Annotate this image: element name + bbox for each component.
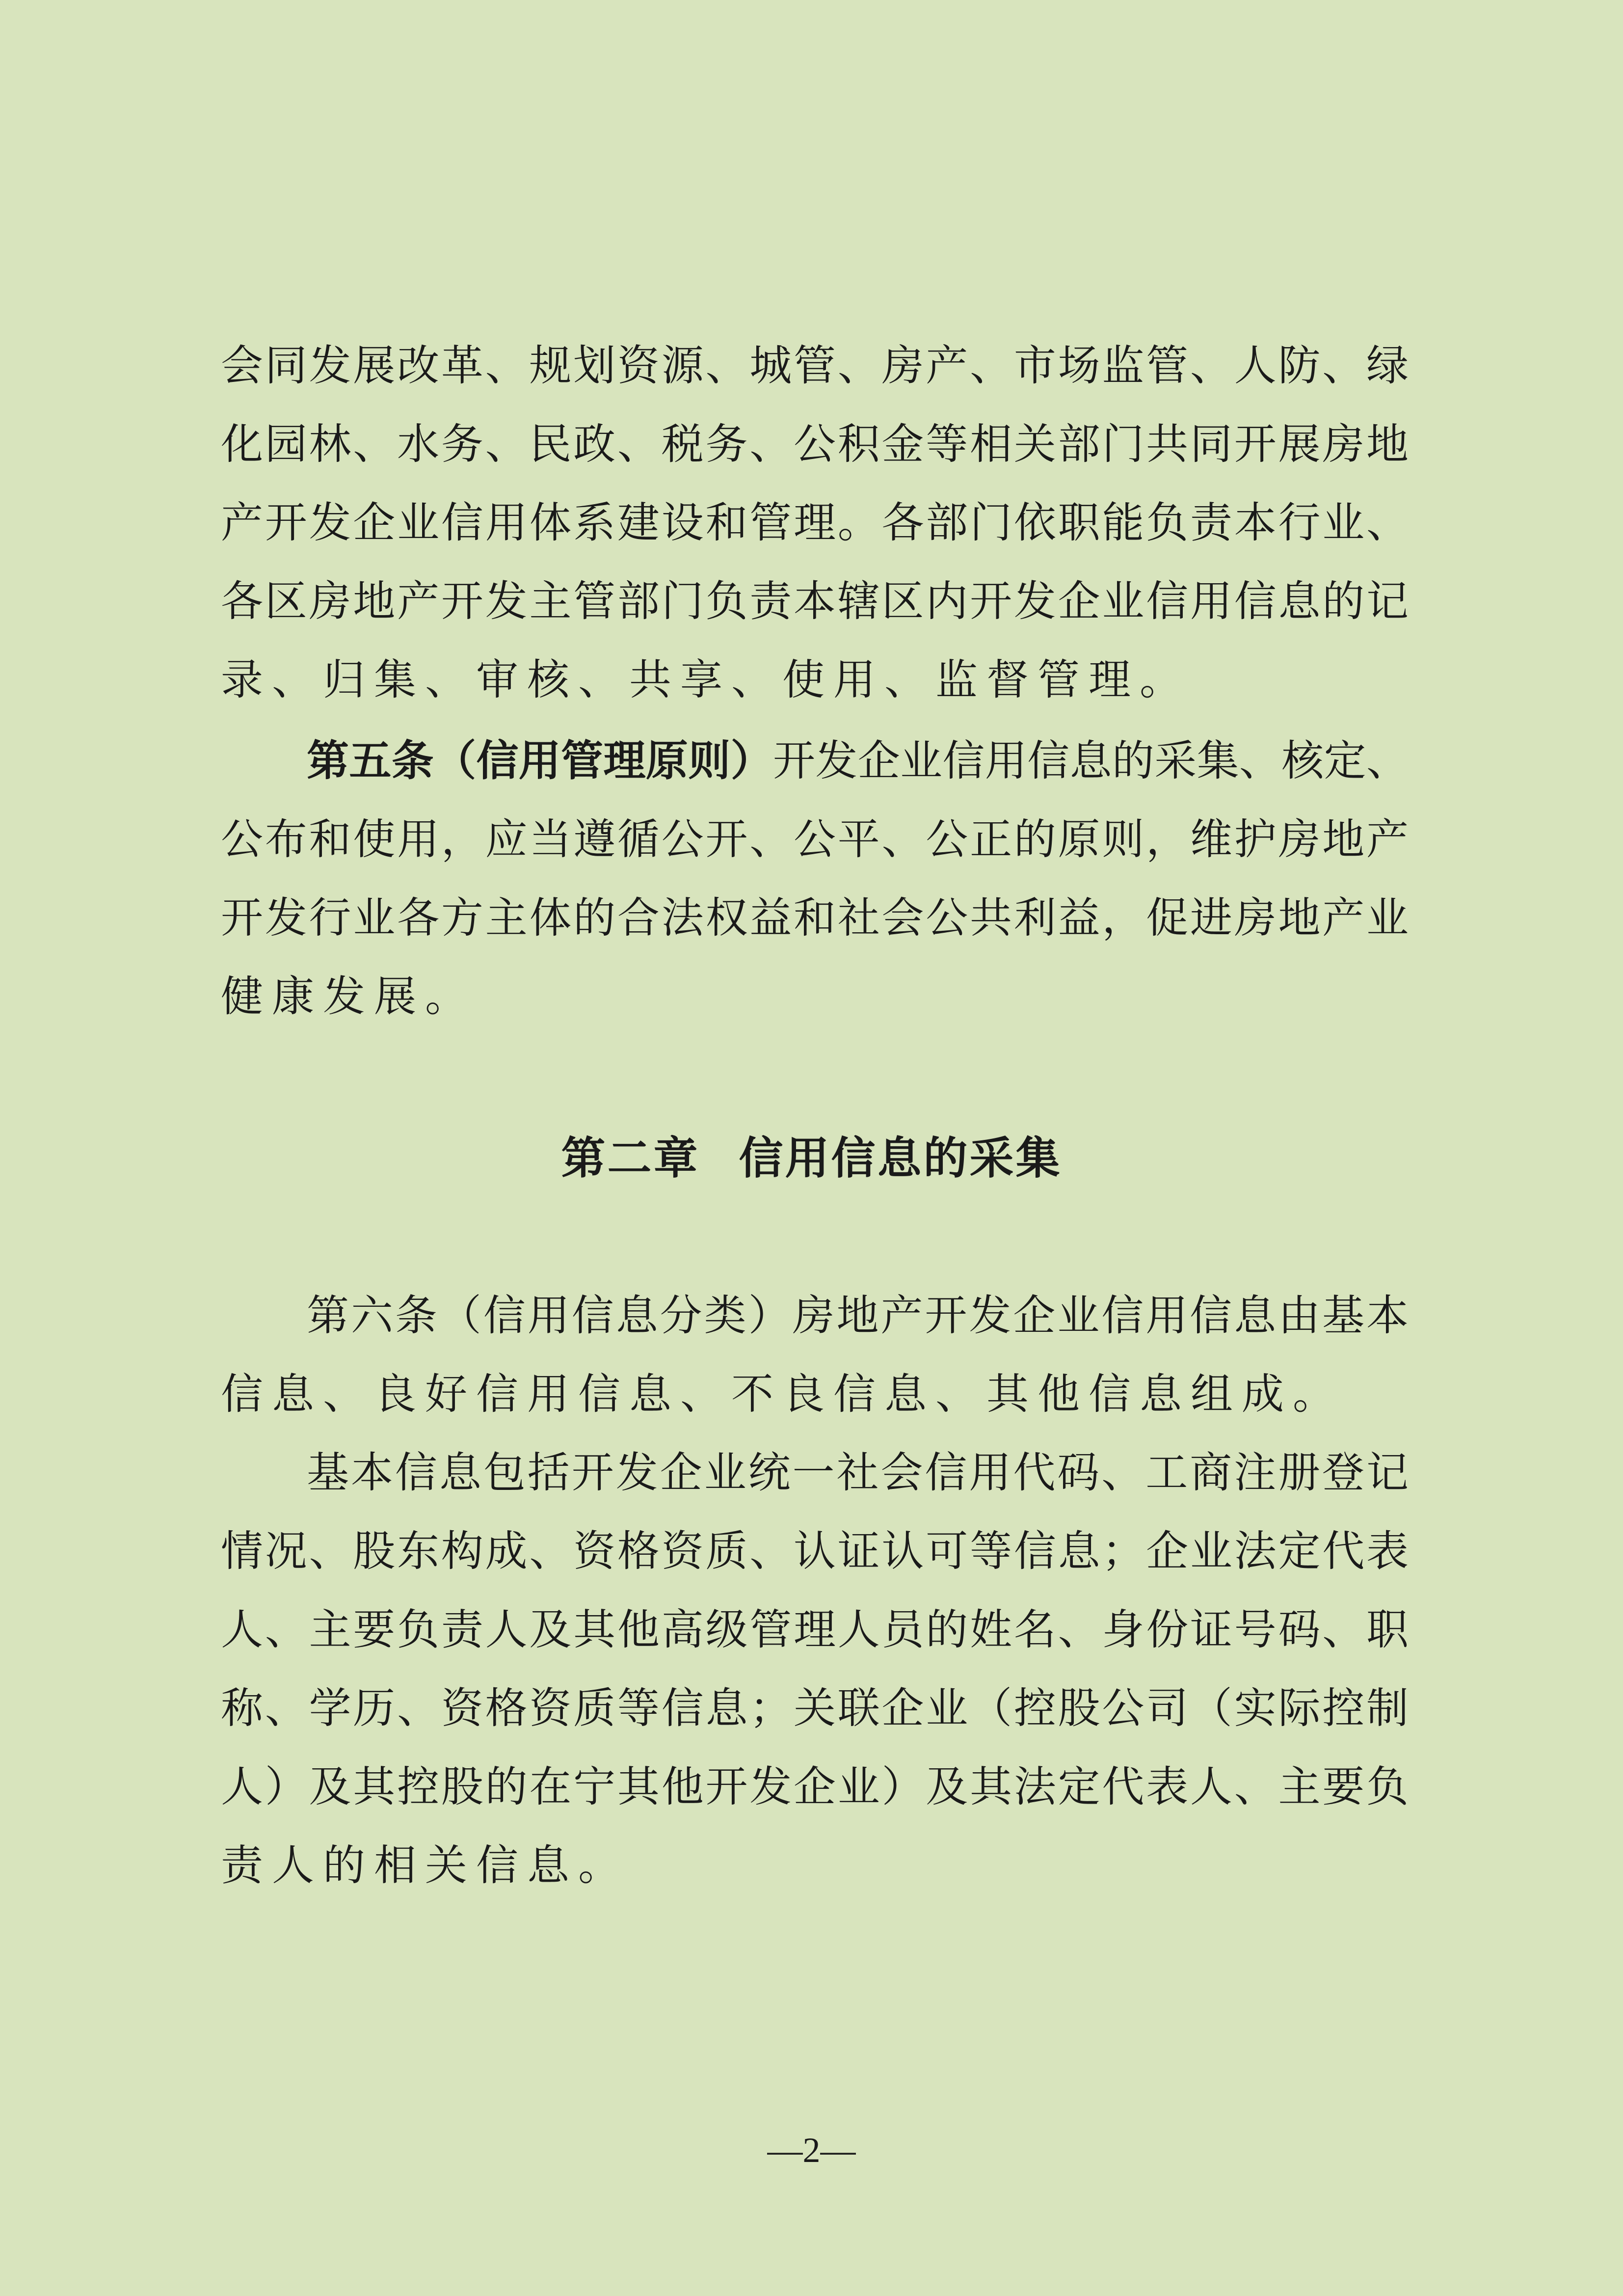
paragraph-line: 各区房地产开发主管部门负责本辖区内开发企业信用信息的记 <box>221 577 1409 626</box>
paragraph-line: 健康发展。 <box>221 972 476 1021</box>
paragraph-line: 人、主要负责人及其他高级管理人员的姓名、身份证号码、职 <box>221 1605 1409 1654</box>
paragraph-line: 情况、股东构成、资格资质、认证认可等信息；企业法定代表 <box>221 1527 1409 1576</box>
article-6-text: 房地产开发企业信用信息由基本 <box>792 1291 1409 1340</box>
page-number: —2— <box>767 2131 856 2170</box>
article-5-heading: 第五条（信用管理原则） <box>307 736 773 785</box>
paragraph-line: 会同发展改革、规划资源、城管、房产、市场监管、人防、绿 <box>221 341 1409 390</box>
paragraph-line: 称、学历、资格资质等信息；关联企业（控股公司（实际控制 <box>221 1684 1409 1733</box>
paragraph-line: 公布和使用，应当遵循公开、公平、公正的原则，维护房地产 <box>221 815 1409 864</box>
article-6-first-line <box>307 1289 1409 1343</box>
chapter-heading <box>0 1129 1623 1188</box>
paragraph-line: 化园林、水务、民政、税务、公积金等相关部门共同开展房地 <box>221 420 1409 469</box>
paragraph-line: 基本信息包括开发企业统一社会信用代码、工商注册登记 <box>307 1448 1409 1497</box>
chapter-number: 第二章 <box>561 1133 700 1184</box>
article-6-heading: 第六条（信用信息分类） <box>307 1291 793 1340</box>
paragraph-line: 录、归集、审核、共享、使用、监督管理。 <box>221 655 1191 704</box>
paragraph-line: 产开发企业信用体系建设和管理。各部门依职能负责本行业、 <box>221 498 1409 547</box>
article-5-text: 开发企业信用信息的采集、核定、 <box>772 736 1409 785</box>
paragraph-line: 人）及其控股的在宁其他开发企业）及其法定代表人、主要负 <box>221 1762 1409 1811</box>
paragraph-line: 信息、良好信用信息、不良信息、其他信息组成。 <box>221 1370 1344 1419</box>
paragraph-line: 责人的相关信息。 <box>221 1841 629 1890</box>
chapter-title: 信用信息的采集 <box>739 1133 1062 1184</box>
paragraph-line: 开发行业各方主体的合法权益和社会公共利益，促进房地产业 <box>221 893 1409 943</box>
article-5-first-line <box>307 734 1409 788</box>
